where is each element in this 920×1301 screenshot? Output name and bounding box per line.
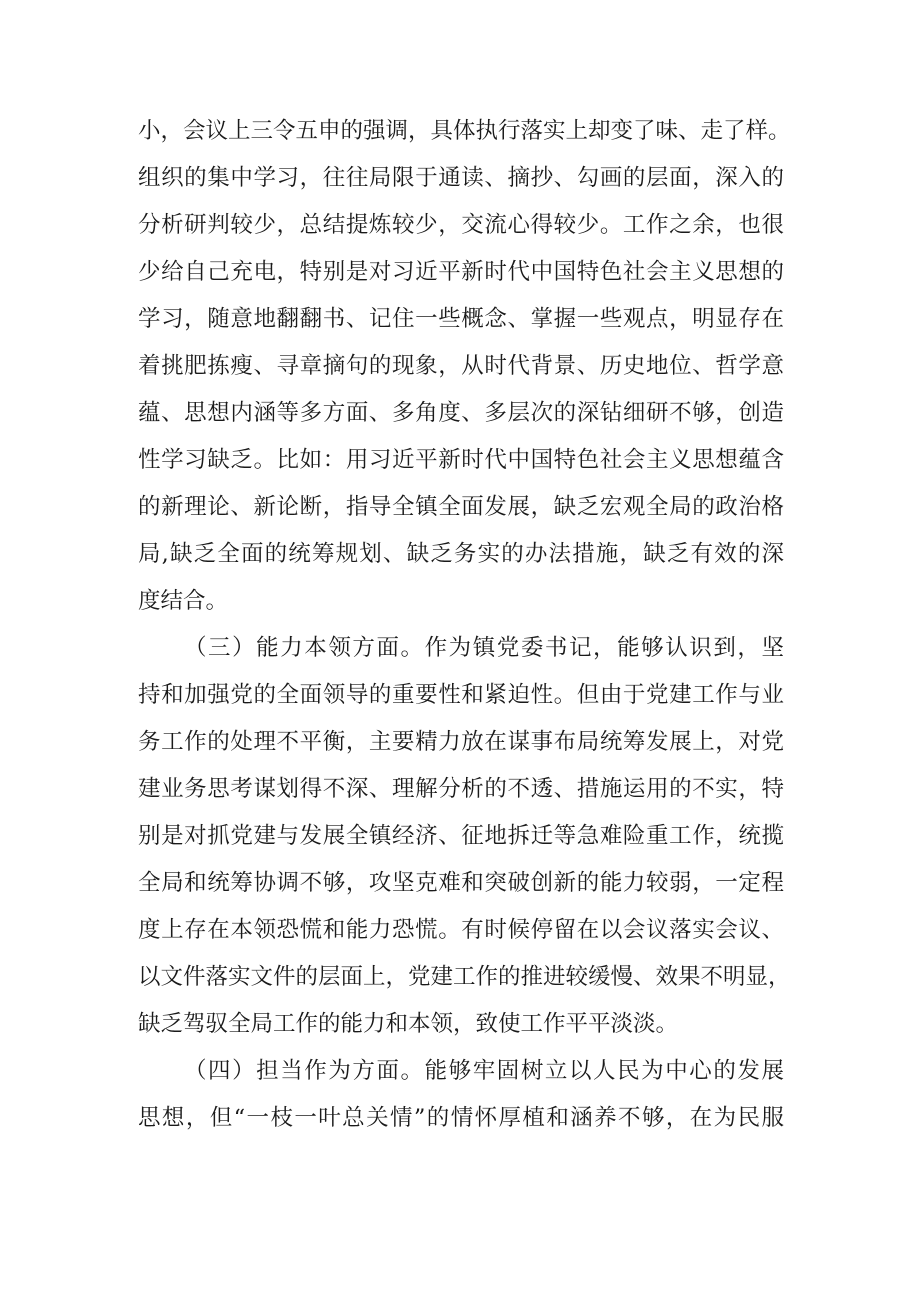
text-line: 学习，随意地翻翻书、记住一些概念、掌握一些观点，明显存在 — [138, 306, 784, 332]
section-heading-line: （四）担当作为方面。能够牢固树立以人民为中心的发展 — [184, 1058, 784, 1084]
text-line: 建业务思考谋划得不深、理解分析的不透、措施运用的不实，特 — [138, 776, 784, 802]
text-line: 着挑肥拣瘦、寻章摘句的现象，从时代背景、历史地位、哲学意 — [138, 353, 784, 379]
text-line: 务工作的处理不平衡，主要精力放在谋事布局统筹发展上，对党 — [138, 729, 784, 755]
text-line: 思想，但“一枝一叶总关情”的情怀厚植和涵养不够，在为民服 — [138, 1105, 784, 1131]
text-line: 分析研判较少，总结提炼较少，交流心得较少。工作之余，也很 — [138, 212, 784, 238]
text-line: 别是对抓党建与发展全镇经济、征地拆迁等急难险重工作，统揽 — [138, 823, 784, 849]
text-line: 小，会议上三令五申的强调，具体执行落实上却变了味、走了样。 — [138, 118, 791, 144]
text-line: 蕴、思想内涵等多方面、多角度、多层次的深钻细研不够，创造 — [138, 400, 784, 426]
text-line: 组织的集中学习，往往局限于通读、摘抄、勾画的层面，深入的 — [138, 165, 784, 191]
text-line: 性学习缺乏。比如：用习近平新时代中国特色社会主义思想蕴含 — [138, 447, 784, 473]
text-line: 以文件落实文件的层面上，党建工作的推进较缓慢、效果不明显， — [138, 964, 791, 990]
text-line: 全局和统筹协调不够，攻坚克难和突破创新的能力较弱，一定程 — [138, 870, 784, 896]
text-line: 局,缺乏全面的统筹规划、缺乏务实的办法措施，缺乏有效的深 — [138, 541, 784, 567]
text-line: 度结合。 — [138, 588, 229, 614]
text-line: 度上存在本领恐慌和能力恐慌。有时候停留在以会议落实会议、 — [138, 917, 784, 943]
section-heading-line: （三）能力本领方面。作为镇党委书记，能够认识到，坚 — [184, 635, 784, 661]
text-line: 的新理论、新论断，指导全镇全面发展，缺乏宏观全局的政治格 — [138, 494, 784, 520]
text-line: 少给自己充电，特别是对习近平新时代中国特色社会主义思想的 — [138, 259, 784, 285]
text-line: 缺乏驾驭全局工作的能力和本领，致使工作平平淡淡。 — [138, 1011, 679, 1037]
text-line: 持和加强党的全面领导的重要性和紧迫性。但由于党建工作与业 — [138, 682, 784, 708]
